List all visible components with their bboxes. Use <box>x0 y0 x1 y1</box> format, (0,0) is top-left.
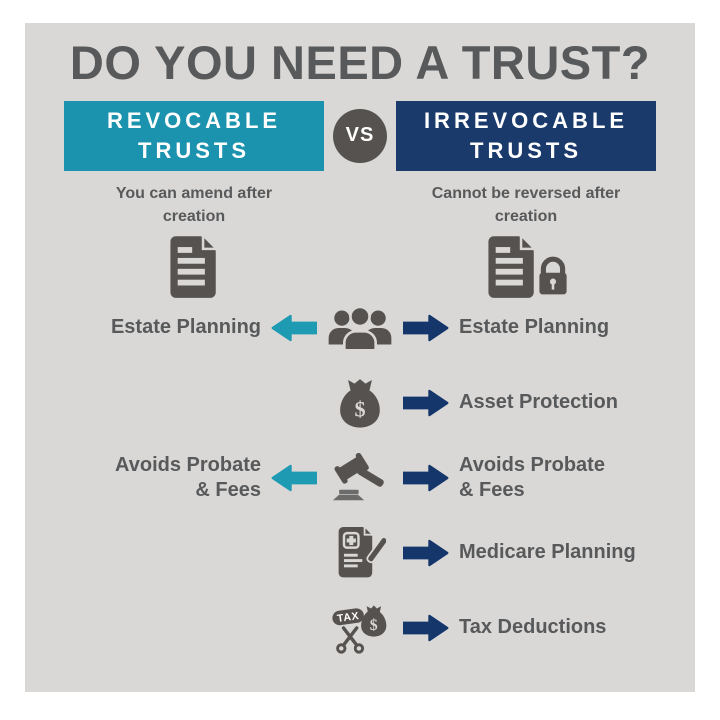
locked-document-icon <box>483 232 569 302</box>
gavel-icon <box>323 453 397 503</box>
versus-badge: VS <box>333 109 387 163</box>
revocable-trusts-header: REVOCABLE TRUSTS <box>64 101 324 171</box>
document-icon <box>165 232 223 307</box>
page-title: DO YOU NEED A TRUST? <box>69 36 651 89</box>
right-benefit-label: Tax Deductions <box>459 616 607 639</box>
right-benefit-label: Estate Planning <box>459 316 610 339</box>
svg-text:$: $ <box>354 396 366 422</box>
money-bag-icon <box>323 376 397 430</box>
right-arrow-icon <box>397 464 455 492</box>
lock-icon <box>541 255 569 302</box>
right-arrow-icon <box>397 614 455 642</box>
benefits-list <box>25 290 695 665</box>
benefit-row-medicare-planning <box>25 515 695 590</box>
right-benefit-label: Asset Protection <box>459 391 618 414</box>
svg-text:TAX: TAX <box>336 609 361 625</box>
benefit-row-avoids-probate <box>25 440 695 515</box>
tax-cut-icon <box>323 599 397 657</box>
benefit-row-tax-deductions <box>25 590 695 665</box>
irrevocable-trusts-header: IRREVOCABLE TRUSTS <box>396 101 656 171</box>
left-arrow-icon <box>265 464 323 492</box>
left-benefit-label: Avoids Probate & Fees <box>115 453 261 501</box>
right-benefit-label: Avoids Probate & Fees <box>459 453 605 501</box>
right-benefit-label: Medicare Planning <box>459 541 636 564</box>
irrevocable-subtitle: Cannot be reversed after creation <box>431 184 621 225</box>
right-arrow-icon <box>397 389 455 417</box>
left-benefit-label: Estate Planning <box>110 316 261 339</box>
benefit-row-asset-protection <box>25 365 695 440</box>
right-arrow-icon <box>397 314 455 342</box>
family-group-icon <box>323 304 397 352</box>
header-row <box>25 101 695 171</box>
infographic-panel <box>25 23 695 692</box>
right-arrow-icon <box>397 539 455 567</box>
medical-document-icon <box>323 524 397 582</box>
revocable-subtitle: You can amend after creation <box>115 184 273 225</box>
left-arrow-icon <box>265 314 323 342</box>
subtitle-row <box>25 182 695 228</box>
svg-text:$: $ <box>369 616 378 634</box>
